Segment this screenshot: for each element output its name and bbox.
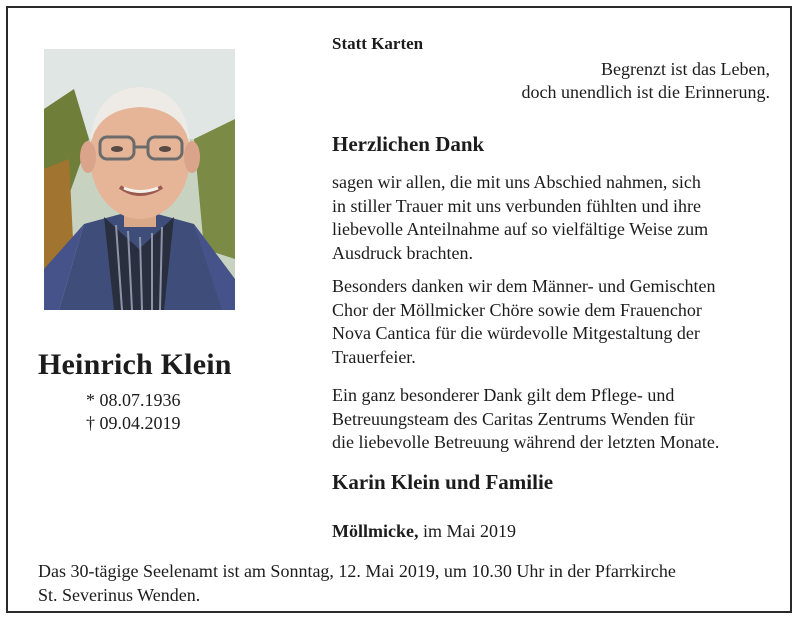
paragraph-line: Betreuungsteam des Caritas Zentrums Wenden für <box>332 408 695 429</box>
service-notice-line: St. Severinus Wenden. <box>38 584 201 605</box>
quote-line: doch unendlich ist die Erinnerung. <box>521 82 770 102</box>
paragraph-line: Chor der Möllmicker Chöre sowie dem Frauenchor <box>332 299 702 320</box>
paragraph-line: sagen wir allen, die mit uns Abschied nahmen, sich <box>332 172 701 192</box>
place-and-date <box>332 521 516 542</box>
paragraph-line: liebevolle Anteilnahme auf so vielfältige Weise zum <box>332 219 709 239</box>
obituary-card <box>6 6 792 613</box>
thanks-heading: Herzlichen Dank <box>332 132 485 156</box>
paragraph-line: Trauerfeier. <box>332 346 416 367</box>
place-date: im Mai 2019 <box>422 521 516 541</box>
paragraph-line: Ein ganz besonderer Dank gilt dem Pflege- und <box>332 385 675 405</box>
portrait-illustration <box>44 49 235 310</box>
thanks-paragraph-3 <box>332 384 782 455</box>
death-date: † 09.04.2019 <box>86 413 181 433</box>
deceased-name: Heinrich Klein <box>38 348 232 381</box>
memorial-quote <box>522 58 770 104</box>
service-notice <box>38 560 788 607</box>
service-notice-line: Das 30-tägige Seelenamt ist am Sonntag, 12. Mai 2019, um 10.30 Uhr in der Pfarrkirche <box>38 561 676 581</box>
family-signature: Karin Klein und Familie <box>332 470 554 494</box>
paragraph-line: Nova Cantica für die würdevolle Mitgestaltung der <box>332 323 700 343</box>
thanks-paragraph-1 <box>332 171 782 265</box>
statt-karten-label: Statt Karten <box>332 34 424 53</box>
paragraph-line: Ausdruck brachten. <box>332 242 473 263</box>
thanks-paragraph-2 <box>332 275 782 369</box>
portrait-photo <box>44 49 235 310</box>
paragraph-line: die liebevolle Betreuung während der letzten Monate. <box>332 432 720 452</box>
place-town: Möllmicke, <box>332 521 419 541</box>
quote-line: Begrenzt ist das Leben, <box>601 59 770 79</box>
paragraph-line: in stiller Trauer mit uns verbunden fühlten und ihre <box>332 195 701 216</box>
birth-date: * 08.07.1936 <box>86 390 181 410</box>
paragraph-line: Besonders danken wir dem Männer- und Gemischten <box>332 276 716 296</box>
life-dates <box>86 389 181 435</box>
